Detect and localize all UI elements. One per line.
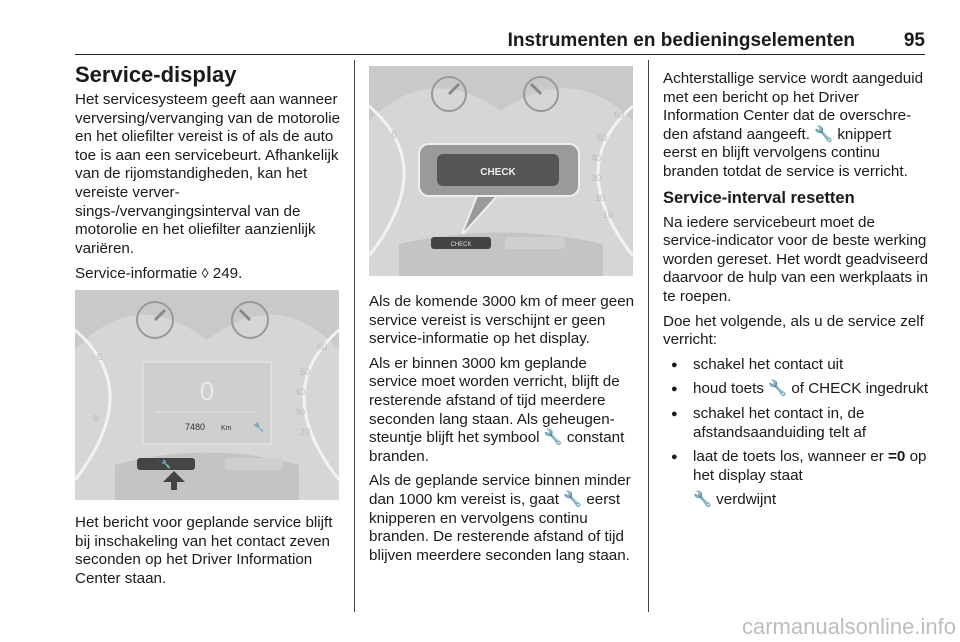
- wrench-icon: 🔧: [814, 125, 834, 143]
- list-item: ● schakel het contact uit: [663, 356, 929, 375]
- overdue-text-end: knippert eerst en blijft vervolgens continu branden totdat de service is verricht.: [663, 125, 908, 180]
- svg-text:40: 40: [591, 153, 602, 163]
- xref-page-link[interactable]: 249.: [212, 265, 243, 283]
- svg-text:60: 60: [614, 110, 625, 120]
- step-text: houd toets: [693, 380, 764, 398]
- svg-text:10: 10: [603, 210, 614, 220]
- within-1000-text-end: eerst knipperen en vervolgens continu branden. De resterende afstand of tijd blijven meerdere seconden lang staan.: [369, 490, 630, 564]
- page-header: [75, 30, 925, 52]
- watermark: carmanualsonline.info: [741, 614, 956, 639]
- svg-text:30: 30: [295, 407, 306, 417]
- svg-text:30: 30: [591, 173, 602, 183]
- within-1000-text: Als de geplande service binnen minder dan 1000 km vereist is, gaat: [369, 472, 631, 508]
- svg-text:50: 50: [300, 367, 311, 377]
- header-rule: [75, 54, 925, 55]
- reset-steps-list: [663, 356, 929, 486]
- page-number: 95: [903, 30, 925, 51]
- list-item: ● schakel het contact in, de afstandsaanduiding telt af: [663, 405, 929, 442]
- within-1000-paragraph: [369, 472, 637, 565]
- xref-paragraph: [75, 264, 343, 284]
- self-service-paragraph: Doe het volgende, als u de service zelf verricht:: [663, 312, 924, 349]
- svg-text:60: 60: [317, 342, 328, 352]
- column-1-lower: [75, 514, 343, 594]
- odometer-value: 7480: [185, 422, 206, 432]
- within-3000-text: Als er binnen 3000 km geplande service moet worden verricht, blijft de resterende afstand of tijd meerdere seconden lang staan. Als geheugensteuntje blijft het symbool: [369, 354, 620, 447]
- overdue-text: Achterstallige service wordt aangeduid met een bericht op het Driver Information Center dat de overschreden afstand aangeeft.: [663, 70, 924, 143]
- svg-text:8: 8: [93, 414, 99, 425]
- reset-subheading: Service-interval resetten: [663, 188, 855, 207]
- column-divider-1: [354, 60, 355, 612]
- xref-arrow-icon: ◊: [201, 265, 209, 282]
- wrench-icon: 🔧: [563, 490, 583, 508]
- list-item: [663, 380, 929, 399]
- intro-paragraph: Het servicesysteem geeft aan wanneer verversing/vervanging van de motorolie en het oliefilter vereist is of als de auto toe is aan een servicebeurt. Afhankelijk van de rijomstandigheden, kan het vereiste verversings-/vervangingsinterval van de motorolie en het oliefilter aanzienlijk variëren.: [75, 91, 341, 257]
- column-3: [663, 70, 929, 516]
- xref-text: Service-informatie: [75, 265, 198, 283]
- reset-intro-paragraph: Na iedere servicebeurt moet de service-indicator voor de beste werking worden gereset. Het wordt geadviseerd daarvoor de hulp van een werkplaats in te roepen.: [663, 213, 929, 305]
- instrument-cluster-figure-2: [369, 66, 633, 276]
- big-digit: 0: [199, 376, 215, 406]
- page-title: Instrumenten en bedieningselementen: [507, 30, 855, 51]
- check-callout-label: CHECK: [480, 167, 516, 178]
- within-3000-text-end: constant branden.: [369, 429, 625, 465]
- cluster-illustration-1: [75, 290, 339, 500]
- column-divider-2: [648, 60, 649, 612]
- cluster-illustration-2: [369, 66, 633, 276]
- wrench-icon: 🔧: [693, 491, 712, 509]
- svg-text:6: 6: [97, 352, 103, 363]
- column-1: [75, 62, 343, 290]
- overdue-paragraph: [663, 70, 929, 182]
- odometer-unit: Km: [221, 425, 232, 432]
- within-3000-paragraph: [369, 355, 637, 467]
- svg-text:🔧: 🔧: [253, 422, 265, 432]
- svg-text:50: 50: [597, 133, 608, 143]
- svg-text:20: 20: [300, 427, 311, 437]
- step-text-end: of CHECK ingedrukt: [791, 380, 929, 398]
- instrument-cluster-figure-1: [75, 290, 339, 500]
- step-text: laat de toets los, wanneer er: [693, 448, 884, 466]
- column-2: [369, 293, 637, 571]
- final-line: [663, 491, 929, 510]
- step-text-end: op het display staat: [693, 448, 927, 484]
- zero-indicator: =0: [888, 448, 906, 466]
- check-button-label: CHECK: [450, 242, 472, 248]
- wrench-icon: 🔧: [768, 380, 788, 398]
- list-item: [663, 448, 929, 485]
- planned-service-paragraph: Het bericht voor geplande service blijft bij inschakeling van het contact zeven seconden op het Driver Information Center staan.: [75, 514, 333, 587]
- svg-text:6: 6: [391, 130, 397, 141]
- final-text: verdwijnt: [716, 491, 777, 509]
- svg-text:20: 20: [595, 193, 606, 203]
- svg-text:🔧: 🔧: [161, 460, 171, 469]
- svg-text:40: 40: [295, 387, 306, 397]
- section-heading: Service-display: [75, 62, 237, 87]
- wrench-icon: 🔧: [543, 429, 563, 447]
- no-service-paragraph: Als de komende 3000 km of meer geen service vereist is verschijnt er geen service-informatie op het display.: [369, 293, 635, 348]
